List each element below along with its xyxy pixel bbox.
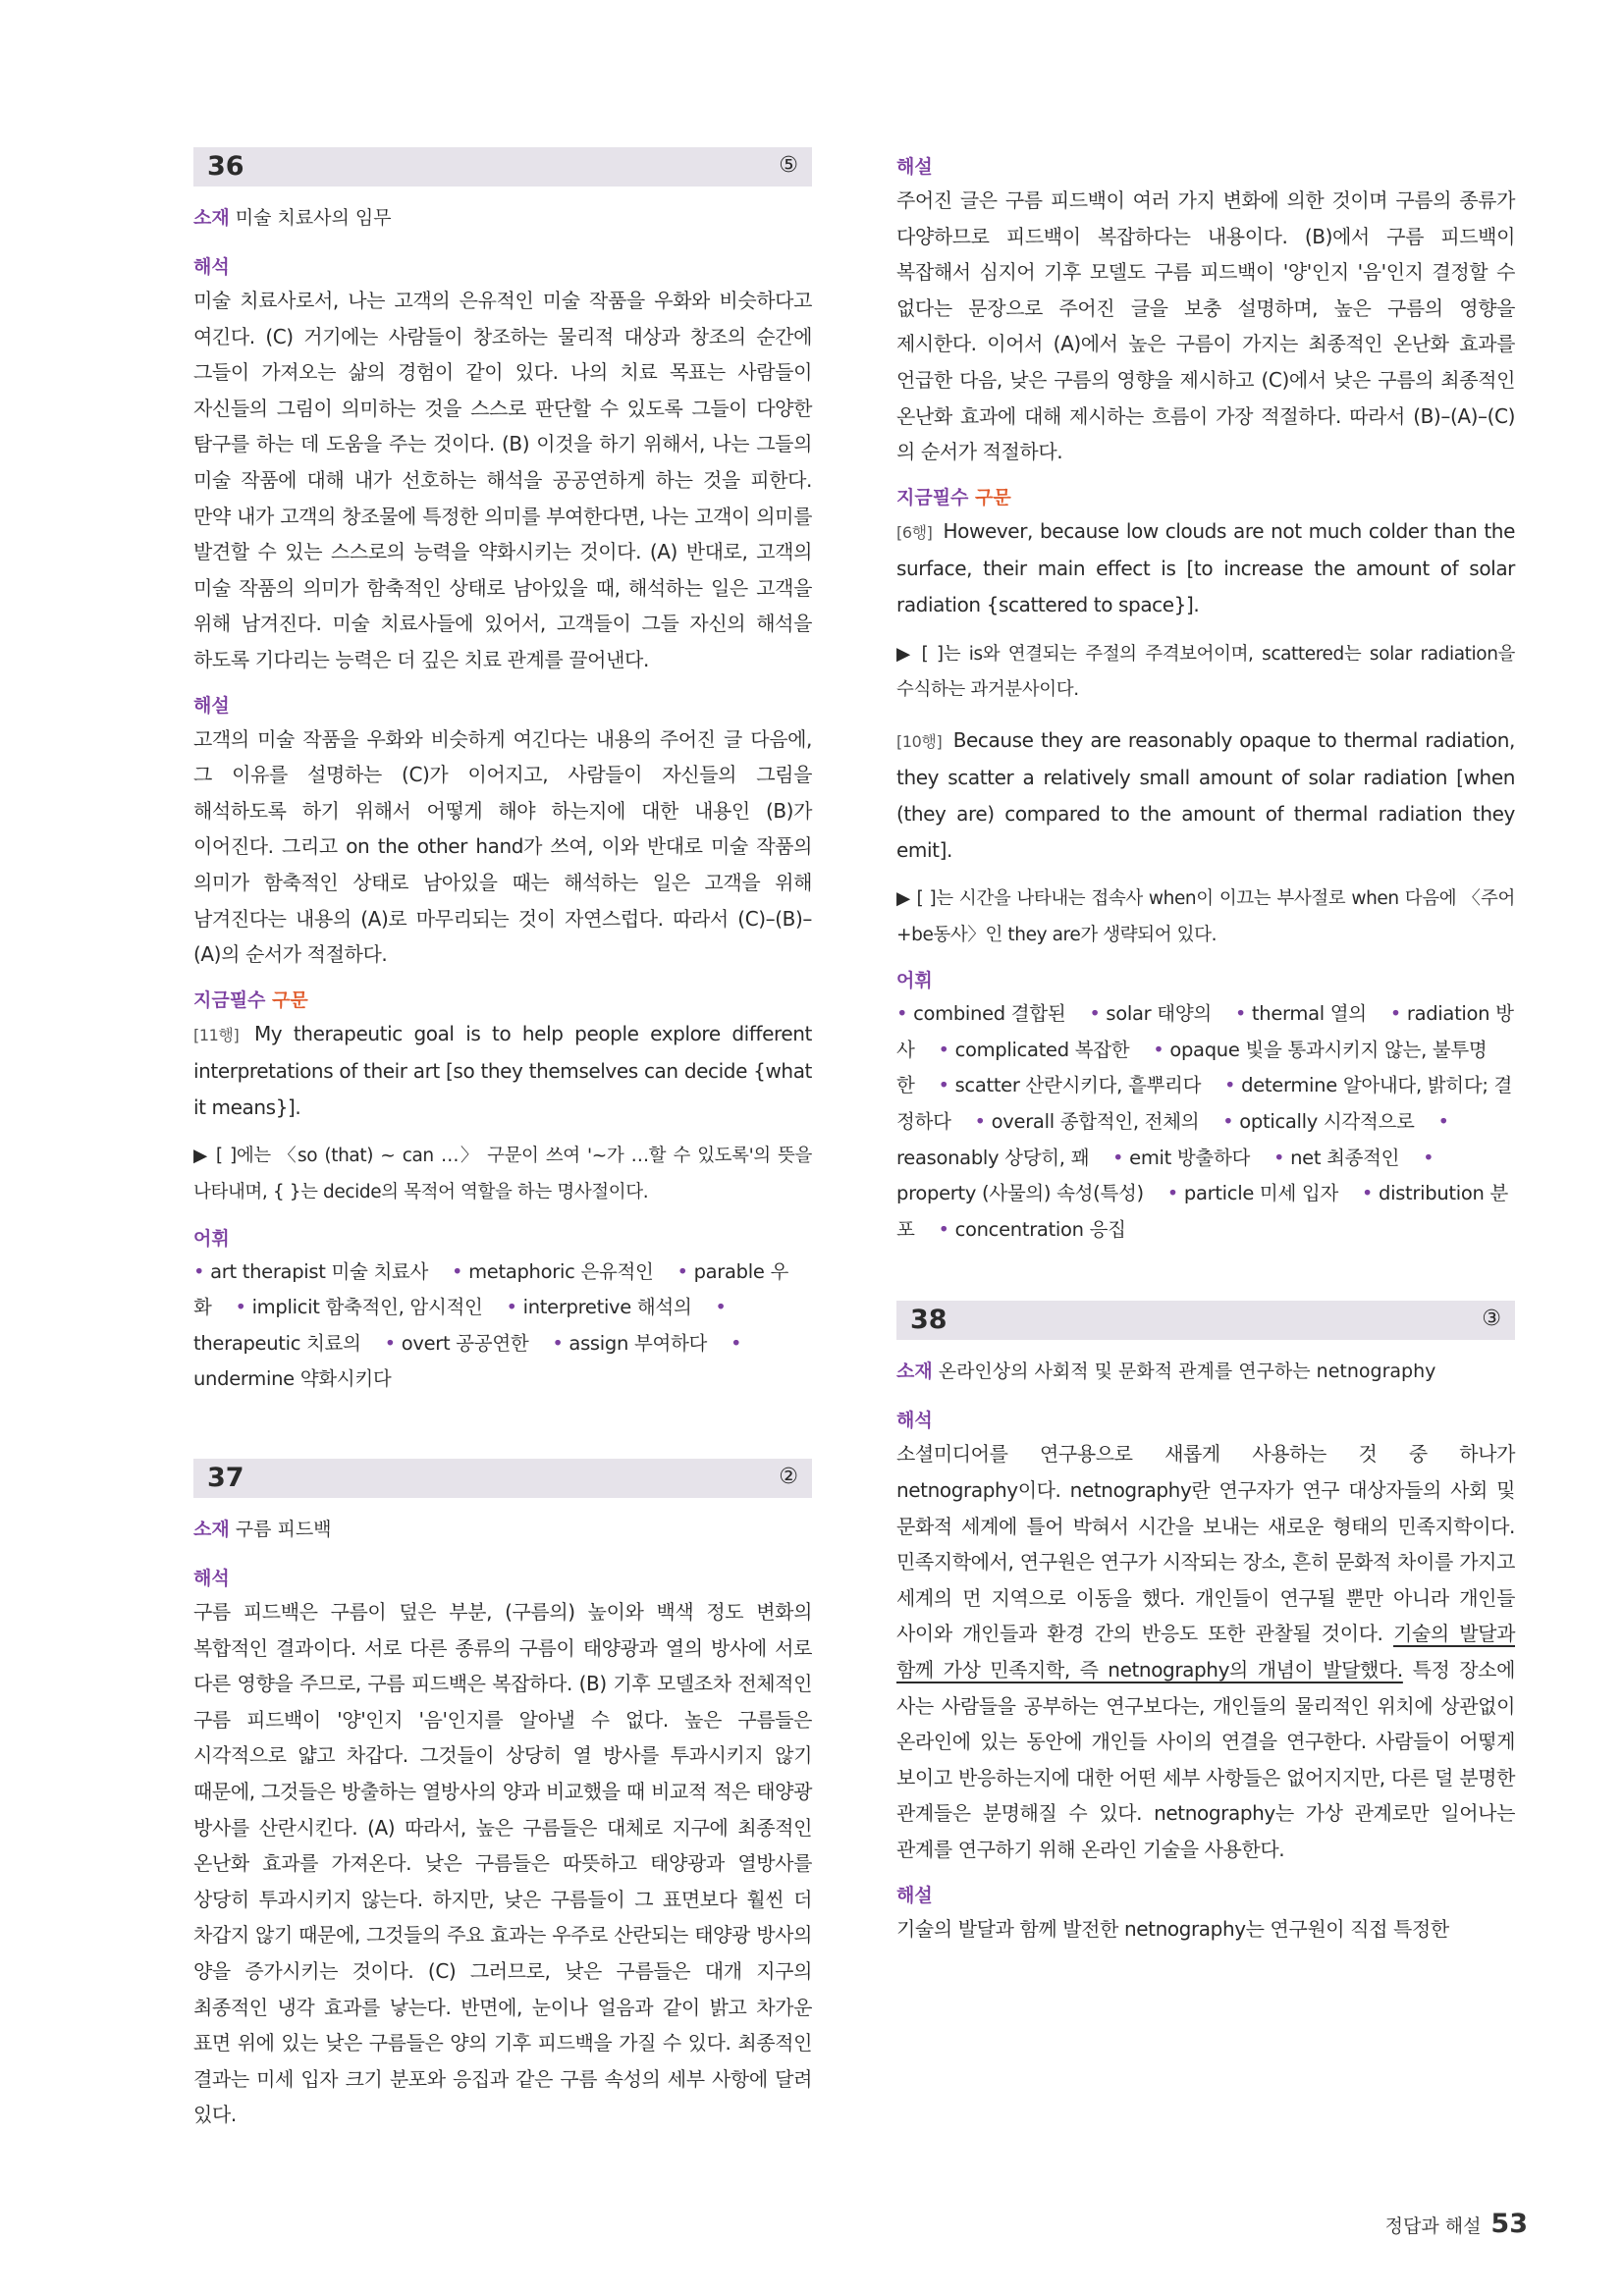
topic-text: 온라인상의 사회적 및 문화적 관계를 연구하는 netnography [938,1361,1436,1383]
syntax-heading [193,987,812,1014]
topic-line [896,1358,1515,1385]
vocab-item: • therapeutic 치료의 [193,1296,727,1355]
translation-heading: 해석 [193,256,230,278]
syntax-note: ▶ [ ]에는 〈so (that) ~ can …〉 구문이 쓰여 '~가 …할 수 있도록'의 뜻을 나타내며, { }는 decide의 목적어 역할을 하는 명사절이다. [193,1146,812,1203]
vocab-item: • concentration 응집 [938,1218,1125,1241]
line-tag: [11행] [193,1025,240,1044]
syntax-heading-a: 지금필수 [896,486,969,508]
topic-line [193,204,812,232]
page-footer [1385,2209,1528,2239]
question-37-header [193,1459,812,1498]
translation-part: 특정 장소에 사는 사람들을 공부하는 연구보다는, 개인들의 물리적인 위치에 상관없이 온라인에 있는 동안에 개인들 사이의 연결을 연구한다. 사람들이 어떻게 보이고 반응하는지에 대한 어떤 세부 사항들은 없어지지만, 다른 덜 분명한 관계들은 분명해질 수 있다. netnography는 가상 관계로만 일어나는 관계를 연구하기 위해 온라인 기술을 사용한다. [896,1658,1515,1861]
question-number: 36 [207,151,244,182]
topic-label: 소재 [896,1361,933,1383]
explanation-text: 주어진 글은 구름 피드백이 여러 가지 변화에 의한 것이며 구름의 종류가 다양하므로 피드백이 복잡하다는 내용이다. (B)에서 구름 피드백이 복잡해서 심지어 기후 모델도 구름 피드백이 '양'인지 '음'인지 결정할 수 없다는 문장으로 주어진 글을 보충 설명하며, 높은 구름의 영향을 제시한다. 이어서 (A)에서 높은 구름이 가지는 최종적인 온난화 효과를 언급한 다음, 낮은 구름의 영향을 제시하고 (C)에서 낮은 구름의 최종적인 온난화 효과에 대해 제시하는 흐름이 가장 적절하다. 따라서 (B)–(A)–(C)의 순서가 적절하다. [896,188,1515,464]
topic-line [193,1516,812,1543]
underlined-sentence: 기술의 발달과 함께 가상 민족지학, 즉 netnography의 개념이 발달했다. [896,1622,1515,1682]
vocab-heading: 어휘 [896,970,933,992]
question-36-header [193,147,812,187]
syntax-text: Because they are reasonably opaque to thermal radiation, they scatter a relatively small amount of solar radiation [when (they are) compared to the amount of thermal radiation they emit]. [896,727,1515,862]
vocab-item: • interpretive 해석의 [506,1296,691,1318]
line-tag: [10행] [896,731,943,751]
vocab-item: • emit 방출하다 [1112,1147,1250,1169]
syntax-text: My therapeutic goal is to help people explore different interpretations of their art [so they themselves can decide {what it means}]. [193,1021,812,1119]
explanation-text: 기술의 발달과 함께 발전한 netnography는 연구원이 직접 특정한 [896,1916,1449,1941]
question-number: 38 [910,1305,947,1336]
syntax-heading-b: 구문 [272,988,308,1011]
vocab-item: • undermine 약화시키다 [193,1332,741,1391]
vocab-list [896,996,1515,1248]
vocab-item: • thermal 열의 [1235,1002,1367,1025]
vocab-item: • assign 부여하다 [552,1332,707,1355]
vocab-item: • scatter 산란시키다, 흩뿌리다 [938,1074,1201,1096]
vocab-item: • overt 공공연한 [385,1332,529,1355]
translation-text: 구름 피드백은 구름이 덮은 부분, (구름의) 높이와 백색 정도 변화의 복합적인 결과이다. 서로 다른 종류의 구름이 태양광과 열의 방사에 서로 다른 영향을 주므로, 구름 피드백은 복잡하다. (B) 기후 모델조차 전체적인 구름 피드백이 '양'인지 '음'인지를 알아낼 수 없다. 높은 구름들은 시각적으로 얇고 차갑다. 그것들이 상당히 열 방사를 투과시키지 않기 때문에, 그것들은 방출하는 열방사의 양과 비교했을 때 비교적 적은 태양광 방사를 산란시킨다. (A) 따라서, 높은 구름들은 대체로 지구에 최종적인 온난화 효과를 가져온다. 낮은 구름들은 따뜻하고 태양광과 열방사를 상당히 투과시키지 않는다. 하지만, 낮은 구름들이 그 표면보다 훨씬 더 차갑지 않기 때문에, 그것들의 주요 효과는 우주로 산란되는 태양광 방사의 양을 증가시키는 것이다. (C) 그러므로, 낮은 구름들은 대개 지구의 최종적인 냉각 효과를 낳는다. 반면에, 눈이나 얼음과 같이 밝고 차가운 표면 위에 있는 낮은 구름들은 양의 기후 피드백을 가질 수 있다. 최종적인 결과는 미세 입자 크기 분포와 응집과 같은 구름 속성의 세부 사항에 달려 있다. [193,1600,812,2127]
vocab-item: • metaphoric 은유적인 [452,1260,654,1283]
vocab-item: • distribution 분포 [896,1182,1508,1241]
syntax-sentence [896,722,1515,868]
spacer [193,1412,812,1459]
vocab-item: • solar 태양의 [1089,1002,1212,1025]
vocab-item: • determine 알아내다, 밝히다; 결정하다 [896,1074,1512,1133]
line-tag: [6행] [896,522,933,542]
right-column [896,147,1515,1960]
topic-text: 구름 피드백 [235,1519,332,1541]
syntax-sentence [896,513,1515,623]
footer-label: 정답과 해설 [1384,2216,1482,2237]
syntax-note: ▶ [ ]는 시간을 나타내는 접속사 when이 이끄는 부사절로 when 다음에 〈주어+be동사〉인 they are가 생략되어 있다. [896,888,1515,945]
vocab-item: • net 최종적인 [1273,1147,1399,1169]
translation-heading: 해석 [193,1568,230,1590]
answer-mark: ③ [1482,1307,1501,1332]
explanation-text: 고객의 미술 작품을 우화와 비슷하게 여긴다는 내용의 주어진 글 다음에, 그 이유를 설명하는 (C)가 이어지고, 사람들이 자신들의 그림을 해석하도록 하기 위해서 어떻게 해야 하는지에 대한 내용인 (B)가 이어진다. 그리고 on the other hand가 쓰여, 이와 반대로 미술 작품의 의미가 함축적인 상태로 남아있을 때는 해석하는 일은 고객을 위해 남겨진다는 내용의 (A)로 마무리되는 것이 자연스럽다. 따라서 (C)–(B)–(A)의 순서가 적절하다. [193,726,812,967]
answer-mark: ② [779,1465,798,1490]
vocab-item: • implicit 함축적인, 암시적인 [235,1296,482,1318]
vocab-item: • overall 종합적인, 전체의 [975,1110,1200,1133]
vocab-item: • optically 시각적으로 [1222,1110,1414,1133]
translation-heading: 해석 [896,1410,933,1432]
vocab-item: • radiation 방사 [896,1002,1514,1061]
vocab-item: • particle 미세 입자 [1167,1182,1338,1204]
question-38-header [896,1301,1515,1340]
left-column [193,147,812,2147]
spacer [896,1261,1515,1301]
vocab-item: • parable 우화 [193,1260,788,1319]
question-number: 37 [207,1463,244,1494]
explanation-heading: 해설 [896,156,933,178]
topic-label: 소재 [193,207,230,229]
topic-label: 소재 [193,1519,230,1541]
page-number: 53 [1490,2209,1528,2239]
translation-part: 소셜미디어를 연구용으로 새롭게 사용하는 것 중 하나가 netnography이다. netnography란 연구자가 연구 대상자들의 사회 및 문화적 세계에 틀어 박혀서 시간을 보내는 새로운 형태의 민족지학이다. 민족지학에서, 연구원은 연구가 시작되는 장소, 흔히 문화적 차이를 가지고 세계의 먼 지역으로 이동을 했다. 개인들이 연구될 뿐만 아니라 개인들 사이와 개인들과 환경 간의 반응도 또한 관찰될 것이다. [896,1442,1515,1646]
syntax-text: However, because low clouds are not much colder than the surface, their main effect is [to increase the amount of solar radiation {scattered to space}]. [896,518,1515,616]
vocab-item: • art therapist 미술 치료사 [193,1260,428,1283]
vocab-heading: 어휘 [193,1227,230,1250]
explanation-heading: 해설 [193,694,230,717]
syntax-heading-b: 구문 [975,486,1011,508]
vocab-item: • reasonably 상당히, 꽤 [896,1110,1449,1169]
syntax-heading-a: 지금필수 [193,988,266,1011]
syntax-note: ▶ [ ]는 is와 연결되는 주절의 주격보어이며, scattered는 solar radiation을 수식하는 과거분사이다. [896,643,1515,701]
topic-text: 미술 치료사의 임무 [235,207,392,229]
syntax-heading [896,484,1515,511]
vocab-list [193,1255,812,1398]
translation-text: 미술 치료사로서, 나는 고객의 은유적인 미술 작품을 우화와 비슷하다고 여긴다. (C) 거기에는 사람들이 창조하는 물리적 대상과 창조의 순간에 그들이 가져오는 삶의 경험이 같이 있다. 나의 치료 목표는 사람들이 자신들의 그림이 의미하는 것을 스스로 판단할 수 있도록 그들이 다양한 탐구를 하는 데 도움을 주는 것이다. (B) 이것을 하기 위해서, 나는 그들의 미술 작품에 대해 내가 선호하는 해석을 공공연하게 하는 것을 피한다. 만약 내가 고객의 창조물에 특정한 의미를 부여한다면, 나는 고객이 의미를 발견할 수 있는 스스로의 능력을 약화시키는 것이다. (A) 반대로, 고객의 미술 작품의 의미가 함축적인 상태로 남아있을 때, 해석하는 일은 고객을 위해 남겨진다. 미술 치료사들에 있어서, 고객들이 그들 자신의 해석을 하도록 기다리는 능력은 더 깊은 치료 관계를 끌어낸다. [193,289,812,671]
syntax-sentence [193,1016,812,1126]
vocab-item: • combined 결합된 [896,1002,1065,1025]
vocab-item: • complicated 복잡한 [938,1039,1129,1061]
vocab-item: • opaque 빛을 통과시키지 않는, 불투명한 [896,1039,1487,1097]
vocab-item: • property (사물의) 속성(특성) [896,1147,1434,1205]
translation-text [896,1436,1515,1867]
answer-mark: ⑤ [779,153,798,178]
explanation-heading: 해설 [896,1884,933,1906]
